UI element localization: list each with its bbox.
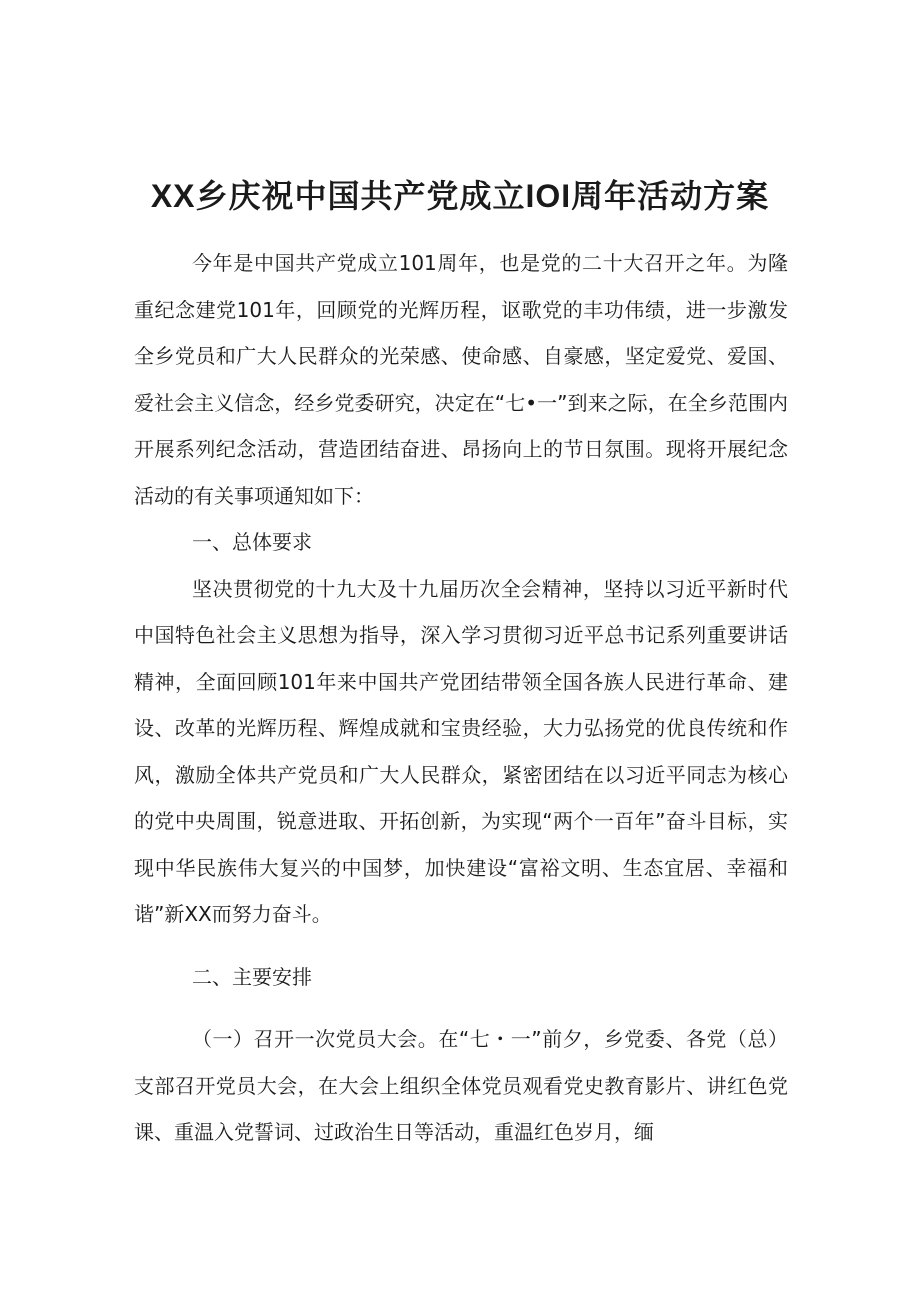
intro-paragraph: 今年是中国共产党成立101周年，也是党的二十大召开之年。为隆重纪念建党101年，回顾党的光辉历程，讴歌党的丰功伟绩，进一步激发全乡党员和广大人民群众的光荣感、使命感、自豪感，坚定爱党、爱国、爱社会主义信念，经乡党委研究，决定在“七•一”到来之际，在全乡范围内开展系列纪念活动，营造团结奋进、昂扬向上的节日氛围。现将开展纪念活动的有关事项通知如下： — [134, 251, 788, 508]
general-requirements-paragraph: 坚决贯彻党的十九大及十九届历次全会精神，坚持以习近平新时代中国特色社会主义思想为指导，深入学习贯彻习近平总书记系列重要讲话精神，全面回顾101年来中国共产党团结带领全国各族人民进行革命、建设、改革的光辉历程、辉煌成就和宝贵经验，大力弘扬党的优良传统和作风，激励全体共产党员和广大人民群众，紧密团结在以习近平同志为核心的党中央周围，锐意进取、开拓创新，为实现“两个一百年”奋斗目标，实现中华民族伟大复兴的中国梦，加快建设“富裕文明、生态宜居、幸福和谐”新XX而努力奋斗。 — [134, 576, 788, 926]
section-heading-main-arrangements: 二、主要安排 — [192, 964, 312, 989]
section-heading-general-requirements: 一、总体要求 — [192, 530, 312, 554]
document-body — [134, 240, 788, 1156]
document-title: XX乡庆祝中国共产党成立IOI周年活动方案 — [150, 178, 770, 214]
arrangement-item-1-paragraph: （一）召开一次党员大会。在“七・一”前夕，乡党委、各党（总）支部召开党员大会，在大会上组织全体党员观看党史教育影片、讲红色党课、重温入党誓词、过政治生日等活动，重温红色岁月，缅 — [134, 1027, 788, 1144]
